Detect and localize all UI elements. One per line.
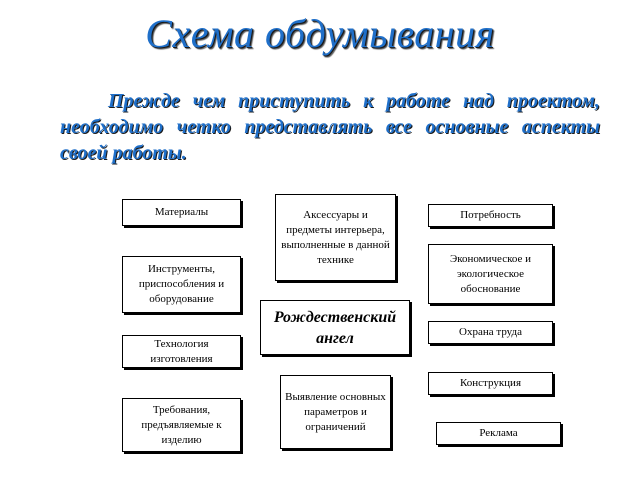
box-accessories: Аксессуары и предметы интерьера, выполненные в данной технике [275,194,396,281]
box-advertising: Реклама [436,422,561,445]
box-labor-safety: Охрана труда [428,321,553,344]
box-technology: Технология изготовления [122,335,241,368]
box-requirements: Требования, предъявляемые к изделию [122,398,241,452]
box-construction: Конструкция [428,372,553,395]
box-parameters: Выявление основных параметров и ограничений [280,375,391,449]
intro-text: Прежде чем приступить к работе над проектом, необходимо четко представлять все основные аспекты своей работы. [60,90,600,164]
box-tools: Инструменты, приспособления и оборудование [122,256,241,313]
box-materials: Материалы [122,199,241,226]
box-center-topic: Рождественский ангел [260,300,410,355]
slide-title: Схема обдумывания [145,11,495,56]
box-economic-ecological: Экономическое и экологическое обоснование [428,244,553,304]
box-need: Потребность [428,204,553,227]
